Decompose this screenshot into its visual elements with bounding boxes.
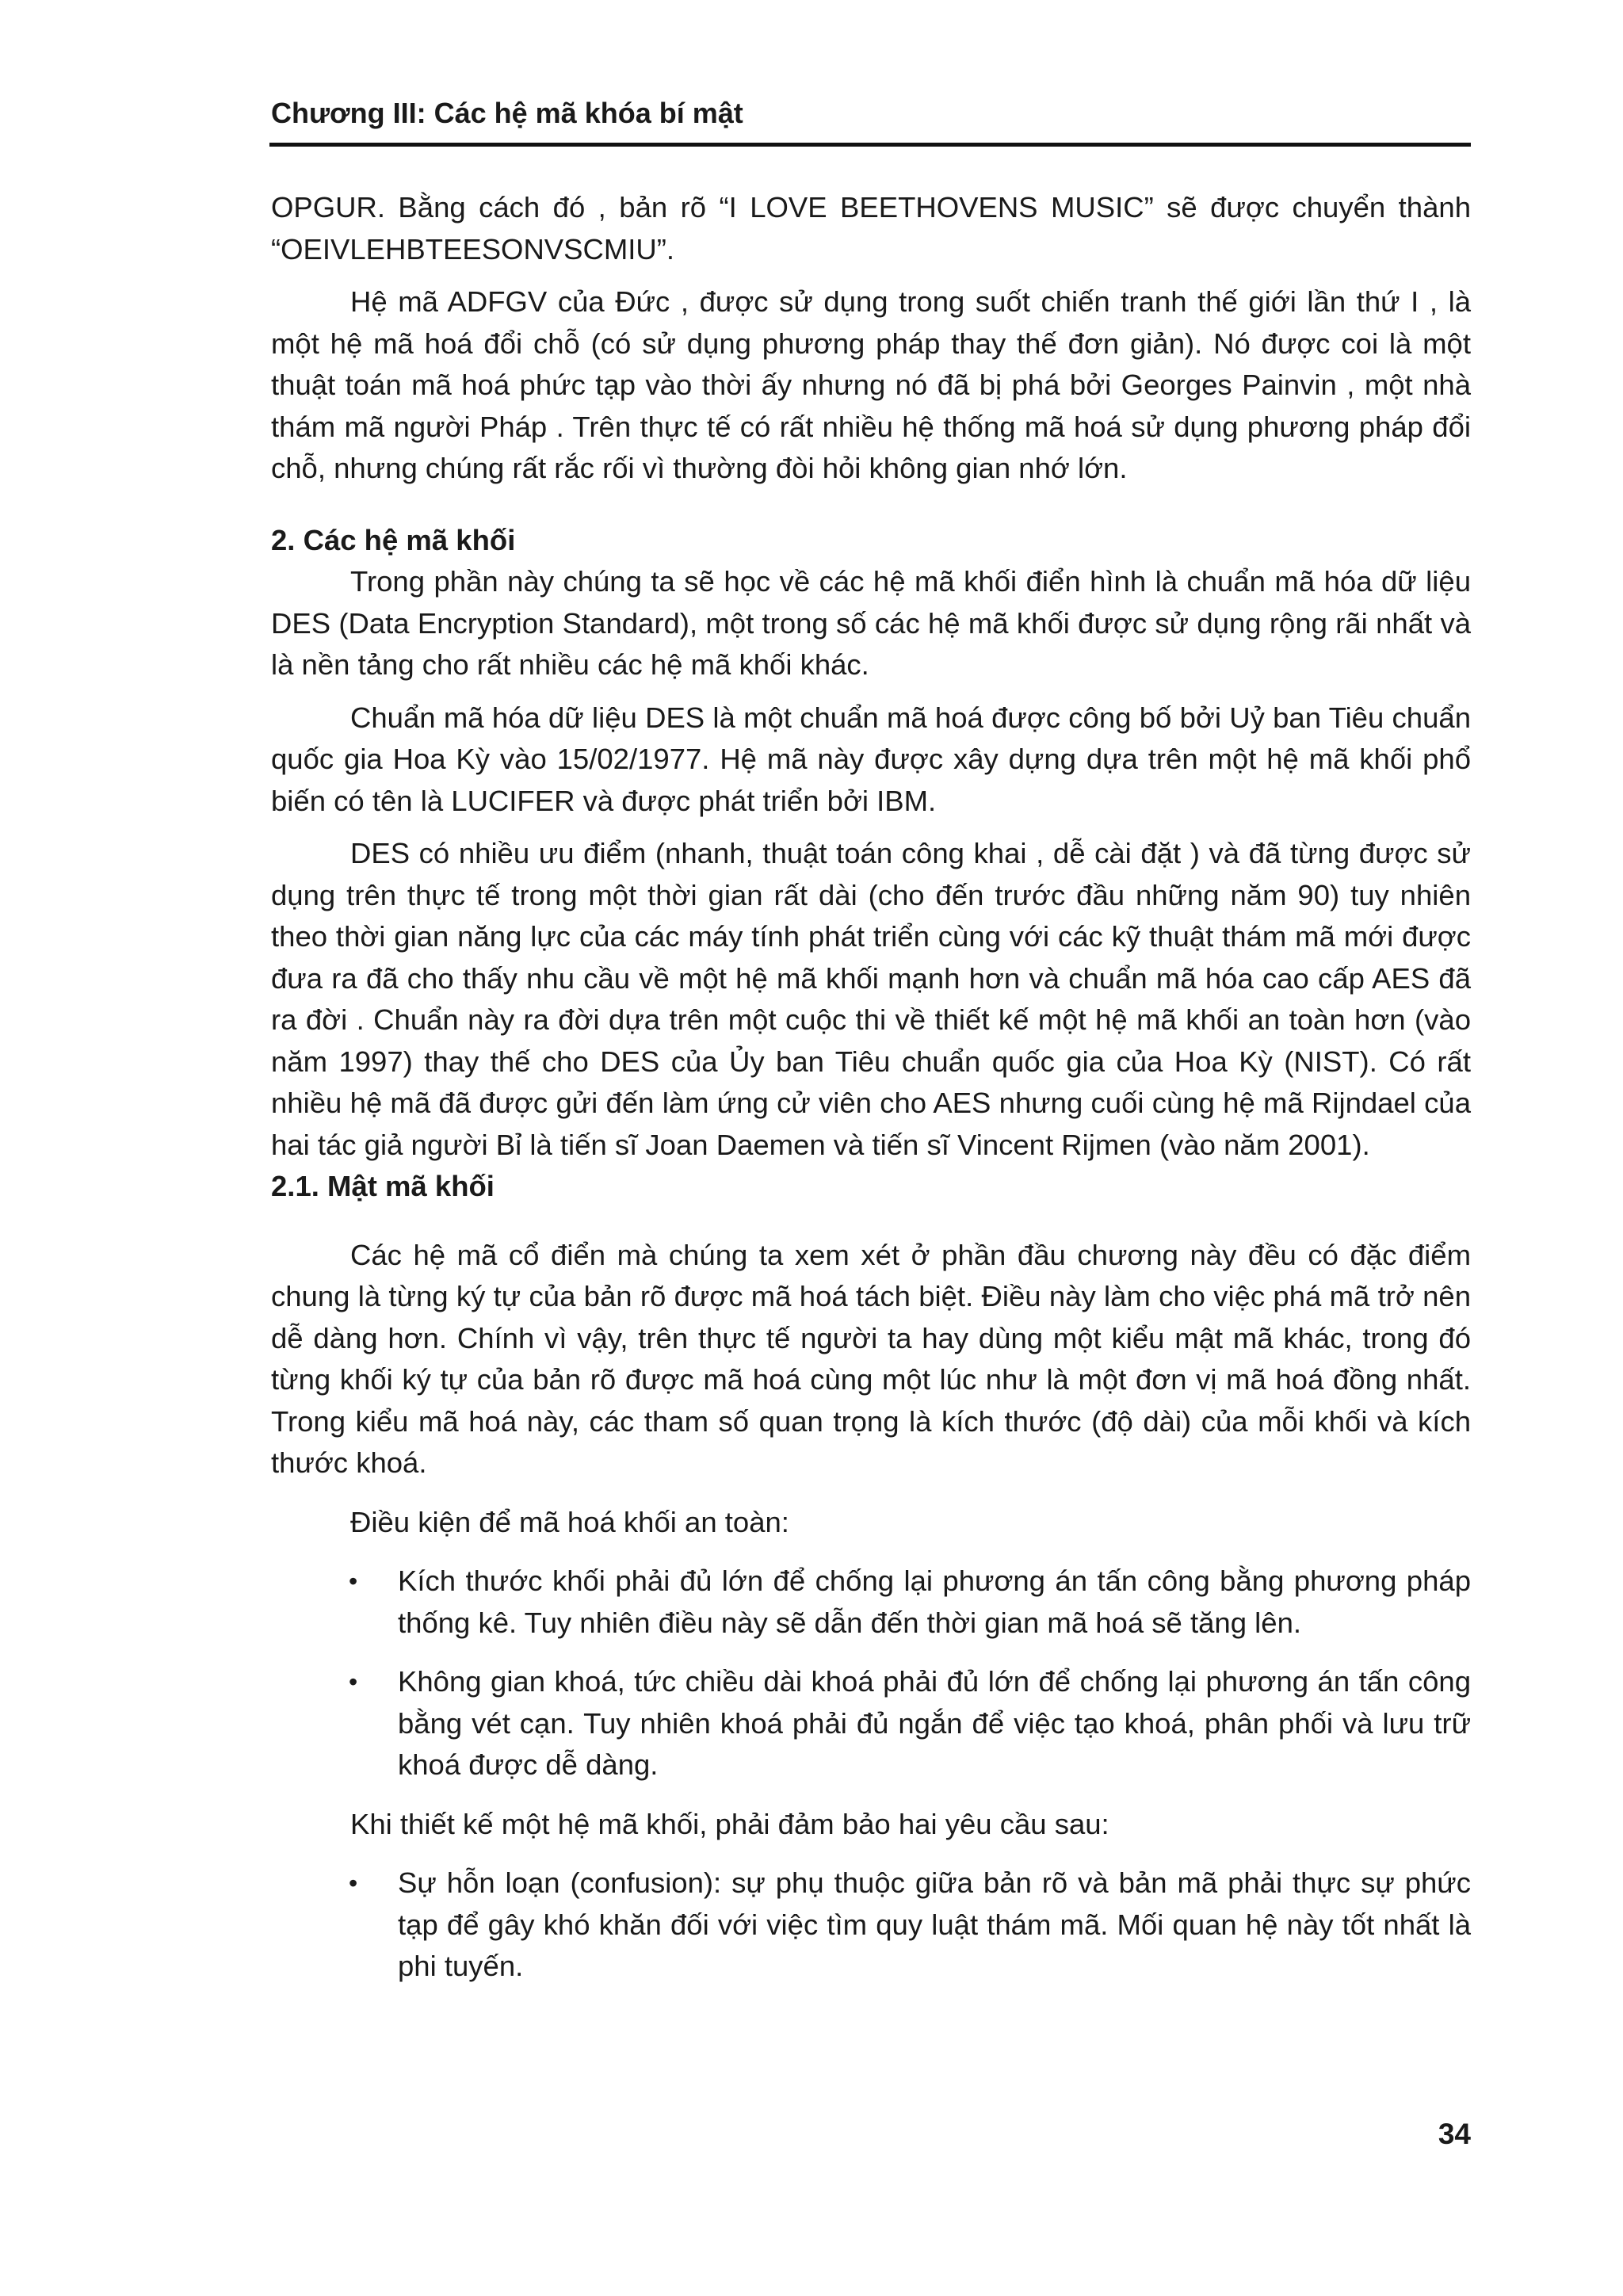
header-divider <box>269 143 1471 147</box>
paragraph-safety-conditions: Điều kiện để mã hoá khối an toàn: <box>350 1505 789 1538</box>
requirements-list <box>271 1862 1471 1988</box>
paragraph-adfgv: Hệ mã ADFGV của Đức , được sử dụng trong suốt chiến tranh thế giới lần thứ I , là một hệ mã hoá đổi chỗ (có sử dụng phương pháp thay thế đơn giản). Nó được coi là một thuật toán mã hoá phức tạp vào thời ấy nhưng nó đã bị phá bởi Georges Painvin , một nhà thám mã người Pháp . Trên thực tế có rất nhiều hệ thống mã hoá sử dụng phương pháp đổi chỗ, nhưng chúng rất rắc rối vì thường đòi hỏi không gian nhớ lớn. <box>271 285 1471 484</box>
bullet-icon: • <box>349 1668 358 1696</box>
bullet-icon: • <box>349 1567 358 1595</box>
paragraph-des-aes: DES có nhiều ưu điểm (nhanh, thuật toán công khai , dễ cài đặt ) và đã từng được sử dụng trên thực tế trong một thời gian rất dài (cho đến trước đầu những năm 90) tuy nhiên theo thời gian năng lực của các máy tính phát triển cùng với các kỹ thuật thám mã mới được đưa ra đã cho thấy nhu cầu về một hệ mã khối mạnh hơn và chuẩn mã hóa cao cấp AES đã ra đời . Chuẩn này ra đời dựa trên một cuộc thi về thiết kế một hệ mã khối an toàn hơn (vào năm 1997) thay thế cho DES của Ủy ban Tiêu chuẩn quốc gia của Hoa Kỳ (NIST). Có rất nhiều hệ mã đã được gửi đến làm ứng cử viên cho AES nhưng cuối cùng hệ mã Rijndael của hai tác giả người Bỉ là tiến sĩ Joan Daemen và tiến sĩ Vincent Rijmen (vào năm 2001). <box>271 837 1471 1161</box>
paragraph-classical-ciphers: Các hệ mã cổ điển mà chúng ta xem xét ở phần đầu chương này đều có đặc điểm chung là từng ký tự của bản rõ được mã hoá tách biệt. Điều này làm cho việc phá mã trở nên dễ dàng hơn. Chính vì vậy, trên thực tế người ta hay dùng một kiểu mật mã khác, trong đó từng khối ký tự của bản rõ được mã hoá cùng một lúc như là một đơn vị mã hoá đồng nhất. Trong kiểu mã hoá này, các tham số quan trọng là kích thước (độ dài) của mỗi khối và kích thước khoá. <box>271 1238 1471 1479</box>
page-number: 34 <box>1438 2118 1471 2150</box>
paragraph-des-intro: Trong phần này chúng ta sẽ học về các hệ mã khối điển hình là chuẩn mã hóa dữ liệu DES (Data Encryption Standard), một trong số các hệ mã khối được sử dụng rộng rãi nhất và là nền tảng cho rất nhiều các hệ mã khối khác. <box>271 565 1471 681</box>
list-item-text: Không gian khoá, tức chiều dài khoá phải đủ lớn để chống lại phương án tấn công bằng vét cạn. Tuy nhiên khoá phải đủ ngắn để việc tạo khoá, phân phối và lưu trữ khoá được dễ dàng. <box>398 1665 1471 1781</box>
paragraph-cipher-example: OPGUR. Bằng cách đó , bản rõ “I LOVE BEETHOVENS MUSIC” sẽ được chuyển thành “OEIVLEHBTEESONVSCMIU”. <box>271 191 1471 266</box>
list-item <box>271 1661 1471 1786</box>
subsection-heading-block-cipher: 2.1. Mật mã khối <box>271 1170 495 1202</box>
list-item <box>271 1561 1471 1644</box>
paragraph-design-requirements: Khi thiết kế một hệ mã khối, phải đảm bảo hai yêu cầu sau: <box>350 1807 1109 1840</box>
chapter-header-title: Chương III: Các hệ mã khóa bí mật <box>271 97 743 129</box>
page-body <box>271 187 1471 1988</box>
conditions-list <box>271 1561 1471 1786</box>
list-item-text: Sự hỗn loạn (confusion): sự phụ thuộc giữa bản rõ và bản mã phải thực sự phức tạp để gây khó khăn đối với việc tìm quy luật thám mã. Mối quan hệ này tốt nhất là phi tuyến. <box>398 1866 1471 1982</box>
list-item <box>271 1862 1471 1988</box>
paragraph-des-standard: Chuẩn mã hóa dữ liệu DES là một chuẩn mã hoá được công bố bởi Uỷ ban Tiêu chuẩn quốc gia Hoa Kỳ vào 15/02/1977. Hệ mã này được xây dựng dựa trên một hệ mã khối phổ biến có tên là LUCIFER và được phát triển bởi IBM. <box>271 701 1471 817</box>
bullet-icon: • <box>349 1869 358 1897</box>
section-heading-block-ciphers: 2. Các hệ mã khối <box>271 523 516 556</box>
list-item-text: Kích thước khối phải đủ lớn để chống lại phương án tấn công bằng phương pháp thống kê. Tuy nhiên điều này sẽ dẫn đến thời gian mã hoá sẽ tăng lên. <box>398 1564 1471 1639</box>
